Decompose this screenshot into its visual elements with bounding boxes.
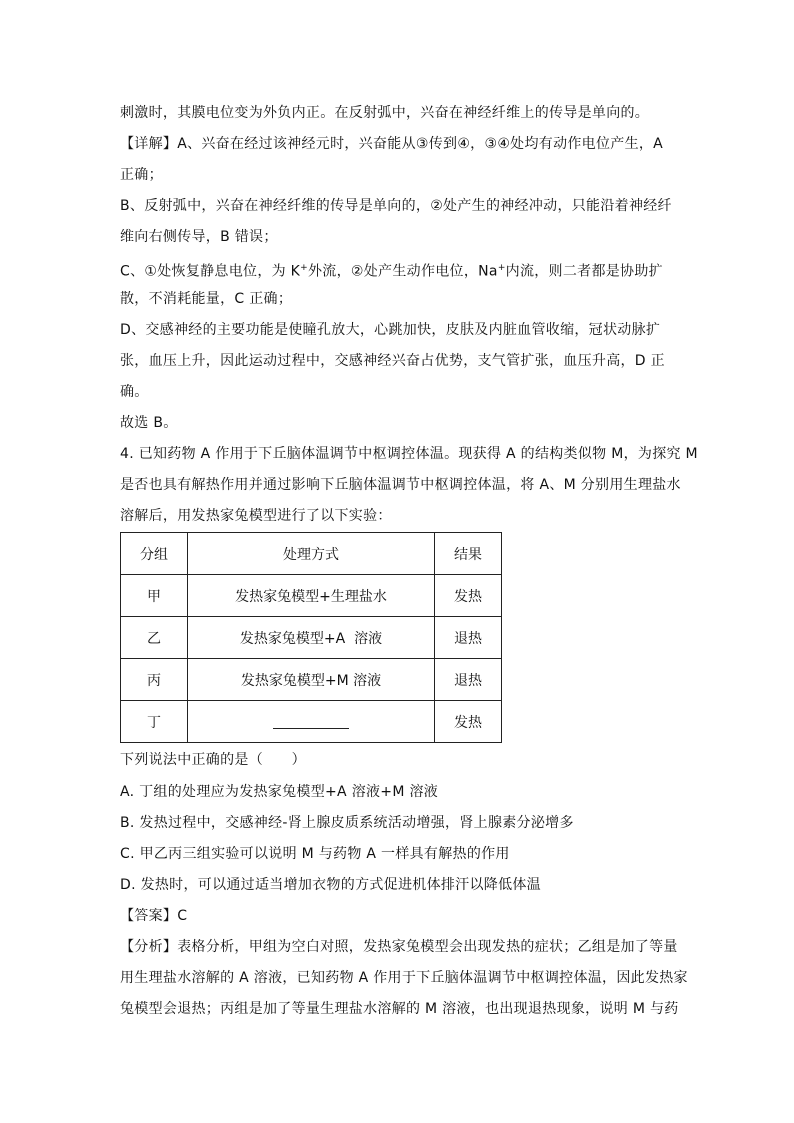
- text-line: 刺激时，其膜电位变为外负内正。在反射弧中，兴奋在神经纤维上的传导是单向的。: [120, 105, 650, 121]
- question-line: 4. 已知药物 A 作用于下丘脑体温调节中枢调控体温。现获得 A 的结构类似物 M，为探究 M: [120, 446, 698, 462]
- table-header-cell: 分组: [121, 533, 188, 575]
- table-cell: 退热: [435, 659, 502, 701]
- option-c: C. 甲乙丙三组实验可以说明 M 与药物 A 一样具有解热的作用: [120, 846, 510, 862]
- superscript: +: [497, 263, 506, 273]
- text-line: 确。: [120, 384, 149, 400]
- detail-line-a1: [120, 134, 663, 154]
- text-line: 故选 B。: [120, 415, 178, 431]
- table-header-cell: 处理方式: [188, 533, 435, 575]
- text-span: C、①处恢复静息电位，为 K: [120, 263, 301, 280]
- table-cell: 退热: [435, 617, 502, 659]
- table-row: [121, 617, 502, 659]
- text-span: 内流，则二者都是协助扩: [505, 263, 663, 280]
- analysis-line-1: [120, 937, 678, 957]
- analysis-line: 兔模型会退热；丙组是加了等量生理盐水溶解的 M 溶液，也出现退热现象，说明 M 与药: [120, 1001, 679, 1017]
- table-cell: 甲: [121, 575, 188, 617]
- table-cell: 丁: [121, 701, 188, 743]
- analysis-label: 【分析】: [120, 939, 178, 955]
- table-header-cell: 结果: [435, 533, 502, 575]
- table-cell: 发热: [435, 575, 502, 617]
- option-b: B. 发热过程中，交感神经-肾上腺皮质系统活动增强，肾上腺素分泌增多: [120, 815, 574, 831]
- question-prompt: 下列说法中正确的是（ ）: [120, 752, 306, 768]
- table-cell: 发热: [435, 701, 502, 743]
- text-span: 表格分析，甲组为空白对照，发热家兔模型会出现发热的症状；乙组是加了等量: [177, 939, 678, 955]
- question-line: 是否也具有解热作用并通过影响下丘脑体温调节中枢调控体温，将 A、M 分别用生理盐水: [120, 477, 681, 493]
- blank-underline: [273, 714, 349, 729]
- text-line: 散，不消耗能量，C 正确；: [120, 291, 293, 307]
- table-header-row: [121, 533, 502, 575]
- option-a: A. 丁组的处理应为发热家兔模型+A 溶液+M 溶液: [120, 784, 439, 800]
- text-line: B、反射弧中，兴奋在神经纤维的传导是单向的，②处产生的神经冲动，只能沿着神经纤: [120, 198, 672, 214]
- experiment-table: [120, 532, 502, 743]
- table-row: [121, 701, 502, 743]
- answer-line: 【答案】C: [120, 908, 188, 924]
- option-d: D. 发热时，可以通过适当增加衣物的方式促进机体排汗以降低体温: [120, 877, 541, 893]
- text-line: D、交感神经的主要功能是使瞳孔放大，心跳加快，皮肤及内脏血管收缩，冠状动脉扩: [120, 322, 661, 338]
- analysis-line: 用生理盐水溶解的 A 溶液，已知药物 A 作用于下丘脑体温调节中枢调控体温，因此发热家: [120, 970, 688, 986]
- table-row: [121, 575, 502, 617]
- superscript: +: [300, 263, 308, 273]
- text-span: A、兴奋在经过该神经元时，兴奋能从③传到④，③④处均有动作电位产生，A: [177, 136, 664, 152]
- table-cell: 丙: [121, 659, 188, 701]
- table-cell: 乙: [121, 617, 188, 659]
- table-cell: 发热家兔模型+生理盐水: [188, 575, 435, 617]
- detail-label: 【详解】: [120, 136, 178, 152]
- table-row: [121, 659, 502, 701]
- text-span: 外流，②处产生动作电位，Na: [308, 263, 498, 280]
- detail-line-c1: [120, 258, 663, 282]
- blank-fill-cell: [188, 701, 435, 743]
- table-cell: 发热家兔模型+A 溶液: [188, 617, 435, 659]
- text-line: 正确；: [120, 167, 163, 183]
- table-cell: 发热家兔模型+M 溶液: [188, 659, 435, 701]
- text-line: 张，血压上升，因此运动过程中，交感神经兴奋占优势，支气管扩张，血压升高，D 正: [120, 353, 665, 369]
- text-line: 维向右侧传导，B 错误；: [120, 229, 278, 245]
- question-line: 溶解后，用发热家兔模型进行了以下实验：: [120, 508, 392, 524]
